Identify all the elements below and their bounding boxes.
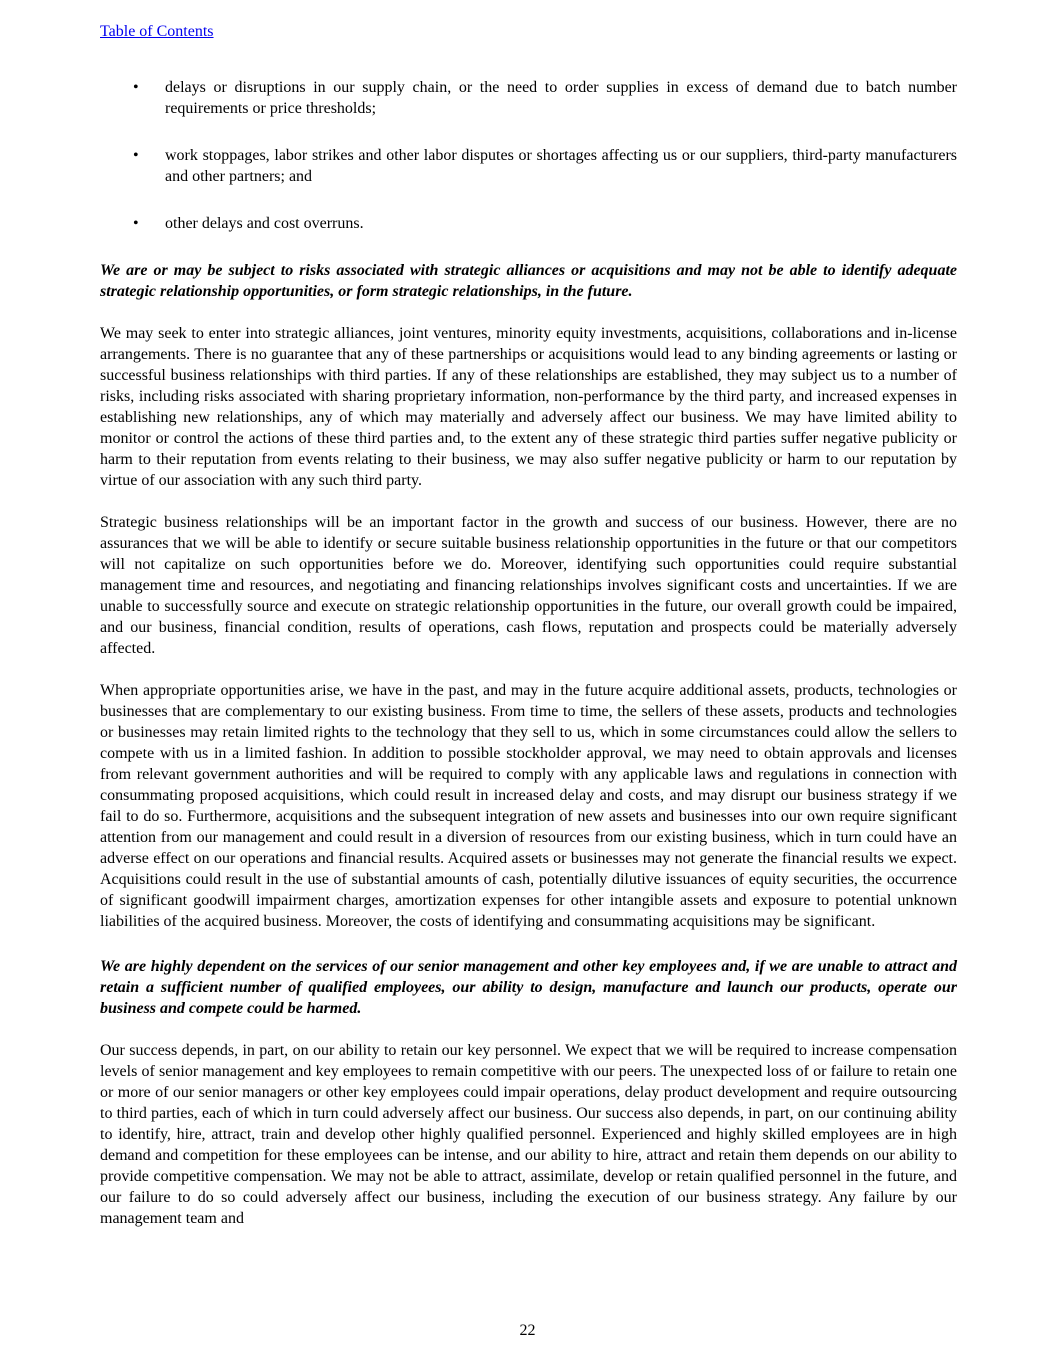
risk-factor-heading-strategic-alliances: We are or may be subject to risks associated with strategic alliances or acquisitions and may not be able to identify adequate strategic relationship opportunities, or form strategic relationships, in the future. [100,262,957,300]
paragraph: When appropriate opportunities arise, we have in the past, and may in the future acquire additional assets, products, technologies or businesses that are complementary to our existing business. From time to time, the sellers of these assets, products and technologies or businesses may retain limited rights to the technology that they sell to us, which in some circumstances could allow the sellers to compete with us in a limited fashion. In addition to possible stockholder approval, we may need to obtain approvals and licenses from relevant government authorities and will be required to comply with any applicable laws and regulations in connection with consummating proposed acquisitions, which could result in increased delay and costs, and may disrupt our business strategy if we fail to do so. Furthermore, acquisitions and the subsequent integration of new assets and businesses into our own require significant attention from our management and could result in a diversion of resources from our existing business, which in turn could have an adverse effect on our operations and financial results. Acquired assets or businesses may not generate the financial results we expect. Acquisitions could result in the use of substantial amounts of cash, potentially dilutive issuances of equity securities, the occurrence of significant goodwill impairment charges, amortization expenses for other intangible assets and exposure to potential unknown liabilities of the acquired business. Moreover, the costs of identifying and consummating acquisitions may be significant. [100,682,957,930]
bullet-list [100,77,957,234]
bullet-text: work stoppages, labor strikes and other labor disputes or shortages affecting us or our suppliers, third-party manufacturers and other partners; and [165,147,957,185]
table-of-contents-link[interactable]: Table of Contents [100,23,214,40]
bullet-icon: • [133,79,139,96]
bullet-icon: • [133,215,139,232]
bullet-icon: • [133,147,139,164]
page-number: 22 [519,1322,536,1339]
risk-factor-heading-key-employees: We are highly dependent on the services of our senior management and other key employees and, if we are unable to attract and retain a sufficient number of qualified employees, our ability to design, manufacture and launch our products, operate our business and compete could be harmed. [100,958,957,1017]
list-item [100,213,957,234]
list-item [100,77,957,119]
paragraph: We may seek to enter into strategic alliances, joint ventures, minority equity investments, acquisitions, collaborations and in-license arrangements. There is no guarantee that any of these partnerships or acquisitions would lead to any binding agreements or lasting or successful business relationships with third parties. If any of these relationships are established, they may subject us to a number of risks, including risks associated with sharing proprietary information, non-performance by the third party, and increased expenses in establishing new relationships, any of which may materially and adversely affect our business. We may have limited ability to monitor or control the actions of these third parties and, to the extent any of these strategic third parties suffer negative publicity or harm to their reputation from events relating to their business, we may also suffer negative publicity or harm to our reputation by virtue of our association with any such third party. [100,325,957,489]
bullet-text: delays or disruptions in our supply chain, or the need to order supplies in excess of demand due to batch number requirements or price thresholds; [165,79,957,117]
bullet-text: other delays and cost overruns. [165,215,364,232]
paragraph: Our success depends, in part, on our ability to retain our key personnel. We expect that we will be required to increase compensation levels of senior management and key employees to remain competitive with our peers. The unexpected loss of or failure to retain one or more of our senior managers or other key employees could impair operations, delay product development and require outsourcing to third parties, each of which in turn could adversely affect our business. Our success also depends, in part, on our continuing ability to identify, hire, attract, train and develop other highly qualified personnel. Experienced and highly skilled employees are in high demand and competition for these employees can be intense, and our ability to hire, attract and retain them depends on our ability to provide competitive compensation. We may not be able to attract, assimilate, develop or retain qualified personnel in the future, and our failure to do so could adversely affect our business, including the execution of our business strategy. Any failure by our management team and [100,1042,957,1227]
list-item [100,145,957,187]
paragraph: Strategic business relationships will be an important factor in the growth and success of our business. However, there are no assurances that we will be able to identify or secure suitable business relationship opportunities in the future or that our competitors will not capitalize on such opportunities before we do. Moreover, identifying such opportunities could require substantial management time and resources, and negotiating and financing relationships involves significant costs and uncertainties. If we are unable to successfully source and execute on strategic relationship opportunities in the future, our overall growth could be impaired, and our business, financial condition, results of operations, cash flows, reputation and prospects could be materially adversely affected. [100,514,957,657]
